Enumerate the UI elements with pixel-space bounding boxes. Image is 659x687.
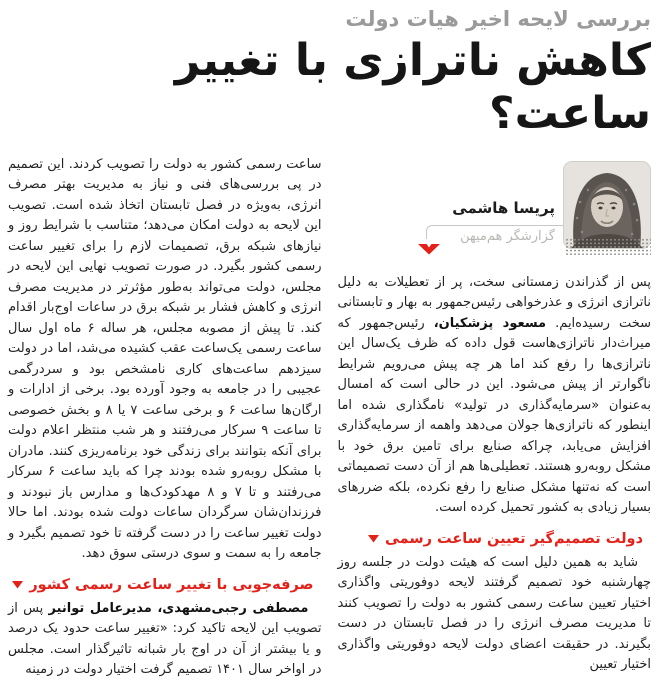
author-portrait-illustration xyxy=(564,162,650,248)
halftone-dots xyxy=(565,238,651,255)
author-photo xyxy=(563,161,651,249)
section-marker-icon xyxy=(368,531,379,547)
article-paragraph: ساعت رسمی کشور به دولت را تصویب کردند. این تصمیم در پی بررسی‌های فنی و نیاز به مدیریت بهتر مصرف انرژی، به‌ویژه در فصل تابستان اتخاذ شده است. تصویب این لایحه به دولت امکان می‌دهد؛ متناسب با شرایط روز و نیازهای شبکه برق، تصمیمات لازم را برای تغییر ساعت رسمی کشور بگیرد. در صورت تصویب نهایی این لایحه در مجلس، دولت می‌تواند به‌طور مؤثرتر در مدیریت مصرف انرژی و کاهش فشار بر شبکه برق در ساعات اوج‌بار اقدام کند. تا پیش از مصوبه مجلس، هر ساله ۶ ماه اول سال ساعت رسمی یک‌ساعت عقب کشیده می‌شد، اما در دولت سیزدهم ساعت‌های کاری نامشخص بود و سردرگمی عجیبی را در جامعه به وجود آورده بود. برخی از ادارات و ارگان‌ها ساعت ۶ و برخی ساعت ۷ یا ۸ و بخش خصوصی تا ساعت ۹ سرکار می‌رفتند و هر شب منتظر اعلام دولت برای آنکه بتوانند برای زندگی خود برنامه‌ریزی کنند. مادران با مشکل روبه‌رو شده بودند چرا که باید ساعت ۶ سرکار می‌رفتند و تا ۷ و ۸ مهدکودک‌ها و مدارس باز نبودند و فرزندان‌شان سرگردان ساعات دولت شده بودند. اما حالا دولت تغییر ساعت را در دست گرفته تا خود تصمیم بگیرد و جامعه را به سمت و سوی درستی سوق دهد. xyxy=(8,156,322,562)
section-heading-text: دولت تصمیم‌گیر تعیین ساعت رسمی xyxy=(384,530,643,547)
article-headline: کاهش ناترازی با تغییر ساعت؟ xyxy=(174,35,651,139)
paragraph-text: پس از گذراندن زمستانی سخت، پر از تعطیلات به دلیل ناترازی انرژی و عذرخواهی رئیس‌جمهور به بهار و تابستانی سخت رسیده‌ایم. xyxy=(337,274,651,331)
article-paragraph xyxy=(8,599,322,681)
section-heading-left xyxy=(8,577,322,593)
section-heading-right xyxy=(338,531,652,547)
section-marker-icon xyxy=(12,577,23,593)
column-left xyxy=(8,155,322,687)
author-role: گزارشگر هم‌میهن xyxy=(460,228,555,244)
person-name-bold: مسعود پزشکیان، xyxy=(433,315,547,331)
red-arrow-icon xyxy=(418,240,440,259)
author-name: پریسا هاشمی xyxy=(452,198,555,217)
paragraph-text: رئیس‌جمهور که میراث‌دار ناترازی‌هاست قول داده که ظرف یک‌سال این ناترازی‌ها را رفع کند اما هر چه پیش می‌رویم شرایط ناگوارتر از پیش می‌شود. این در حالی است که امسال به‌عنوان «سرمایه‌گذاری در تولید» نامگذاری شده اما اینطور که ناترازی‌ها جولان می‌دهد واهمه از سرمایه‌گذاری افزایش می‌یابد، چراکه صنایع برای تامین برق خود با مشکل روبه‌رو هستند. تعطیلی‌ها هم از آن دست تصمیماتی است که نه‌تنها مشکل صنایع را رفع نکرده، بلکه ضررهای بسیار زیادی به کشور تحمیل کرده است. xyxy=(337,315,651,516)
article-columns xyxy=(8,155,651,687)
paragraph-text: پس از تصویب این لایحه تاکید کرد: «تغییر ساعت حدود یک درصد و یا بیشتر از آن در اوج بار شبانه تاثیرگذار است. مجلس در اواخر سال ۱۴۰۱ تصمیم گرفت اختیار دولت در زمینه xyxy=(8,600,322,678)
section-heading-text: صرفه‌جویی با تغییر ساعت رسمی کشور xyxy=(29,576,314,593)
byline-block xyxy=(338,155,652,271)
column-right xyxy=(338,155,652,682)
article-paragraph: شاید به همین دلیل است که هیئت دولت در جلسه روز چهارشنبه خود تصمیم گرفتند لایحه دوفوریتی واگذاری اختیار تعیین ساعت رسمی کشور به دولت را تصویب کنند تا مدیریت مصرف انرژی را در فصل تابستان در دست بگیرند. در حقیقت اعضای دولت لایحه دوفوریتی واگذاری اختیار تعیین xyxy=(337,554,651,673)
person-name-bold: مصطفی رجبی‌مشهدی، مدیرعامل توانیر xyxy=(48,600,309,616)
article-paragraph xyxy=(338,273,652,519)
article-kicker: بررسی لایحه اخیر هیات دولت xyxy=(345,7,651,31)
